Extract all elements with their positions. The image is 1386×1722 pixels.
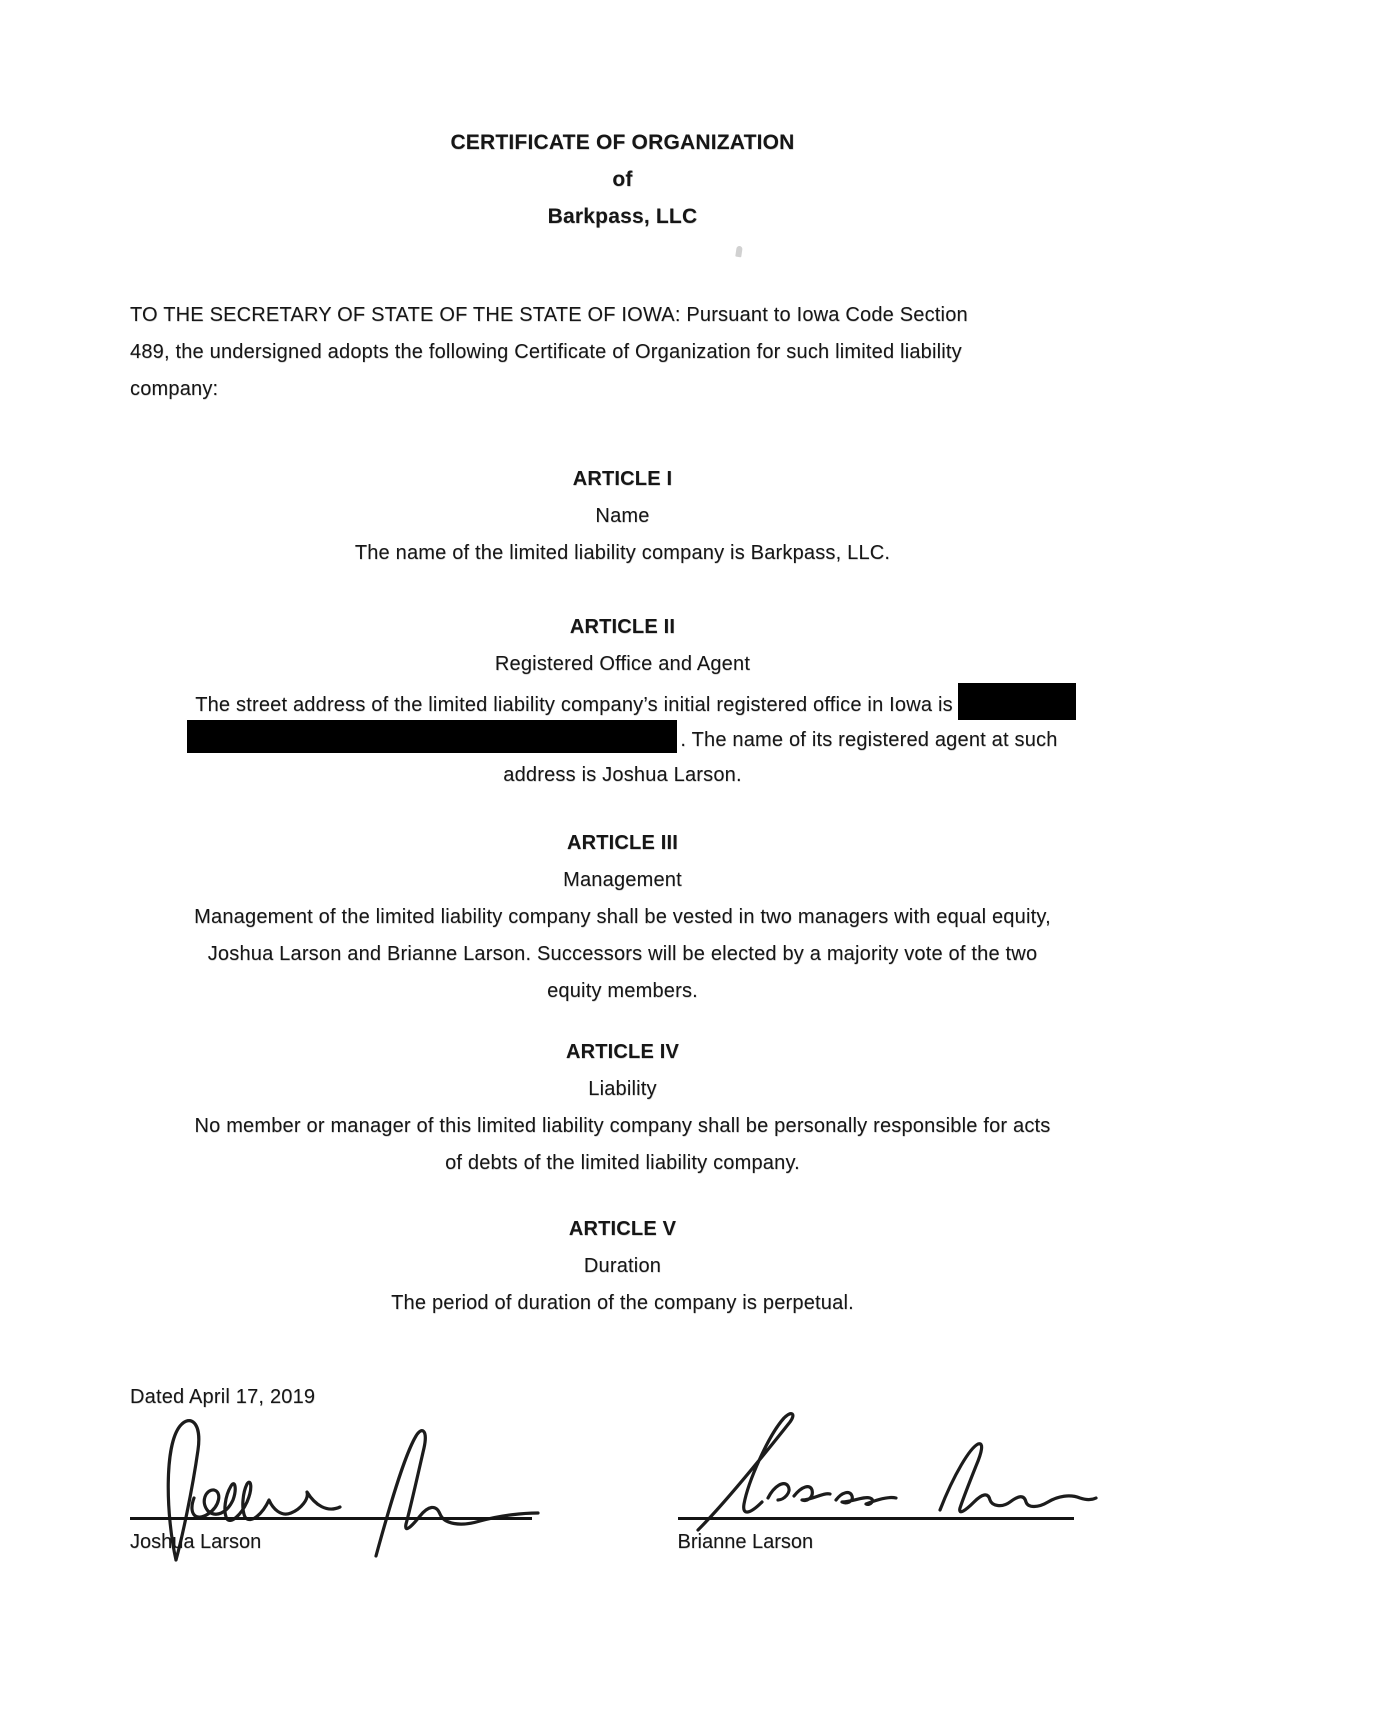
article-i-heading: ARTICLE I: [572, 468, 673, 490]
article-ii-body-line: [130, 683, 1115, 720]
article-v-heading: ARTICLE V: [568, 1218, 677, 1240]
article-ii-body-line: [130, 720, 1115, 757]
redaction-box-street-address: [958, 683, 1076, 720]
signature-block-joshua: [130, 1416, 568, 1581]
article-i-section: [130, 461, 1115, 572]
article-i-body-line: The name of the limited liability company is Barkpass, LLC.: [354, 542, 891, 564]
signature-block-brianne: [678, 1416, 1116, 1581]
article-ii-subheading: Registered Office and Agent: [494, 653, 751, 675]
document-title: CERTIFICATE OF ORGANIZATION: [450, 131, 795, 154]
redaction-box-address-continuation: [187, 720, 677, 753]
article-ii-body-text: The street address of the limited liability company’s initial registered office in Iowa is: [195, 694, 953, 716]
opening-line: company:: [130, 378, 219, 400]
article-iv-heading: ARTICLE IV: [565, 1041, 680, 1063]
article-ii-heading: ARTICLE II: [569, 616, 676, 638]
article-v-subheading: Duration: [583, 1255, 662, 1277]
article-iii-body-line: Management of the limited liability company shall be vested in two managers with equal equity,: [194, 906, 1051, 928]
article-iv-subheading: Liability: [588, 1078, 657, 1100]
opening-paragraph: [130, 297, 1115, 408]
article-i-subheading: Name: [595, 505, 650, 527]
article-iv-body-line: of debts of the limited liability company.: [445, 1152, 800, 1174]
document-title-block: [130, 124, 1115, 235]
signature-line: [678, 1517, 1074, 1520]
article-iii-section: [130, 825, 1115, 1010]
article-v-body-line: The period of duration of the company is perpetual.: [391, 1292, 854, 1314]
company-name: Barkpass, LLC: [547, 205, 698, 228]
article-iii-body-line: equity members.: [547, 980, 698, 1002]
article-ii-body-text: . The name of its registered agent at such: [680, 729, 1058, 751]
article-iii-subheading: Management: [563, 869, 682, 891]
article-v-section: [130, 1211, 1115, 1322]
article-iii-heading: ARTICLE III: [566, 832, 679, 854]
signature-line: [130, 1517, 532, 1520]
article-iv-section: [130, 1034, 1115, 1182]
opening-line: TO THE SECRETARY OF STATE OF THE STATE OF IOWA: Pursuant to Iowa Code Section: [130, 304, 968, 326]
article-ii-section: [130, 609, 1115, 794]
printed-name-brianne: Brianne Larson: [677, 1531, 814, 1553]
opening-line: 489, the undersigned adopts the following Certificate of Organization for such limited liability: [130, 341, 962, 363]
article-iv-body-line: No member or manager of this limited liability company shall be personally responsible for acts: [194, 1115, 1051, 1137]
document-title-of: of: [612, 168, 633, 191]
article-iii-body-line: Joshua Larson and Brianne Larson. Successors will be elected by a majority vote of the two: [207, 943, 1038, 965]
article-ii-body-line: address is Joshua Larson.: [503, 764, 742, 786]
signature-row: [130, 1416, 1115, 1581]
dated-line: Dated April 17, 2019: [130, 1386, 316, 1408]
printed-name-joshua: Joshua Larson: [130, 1531, 262, 1553]
